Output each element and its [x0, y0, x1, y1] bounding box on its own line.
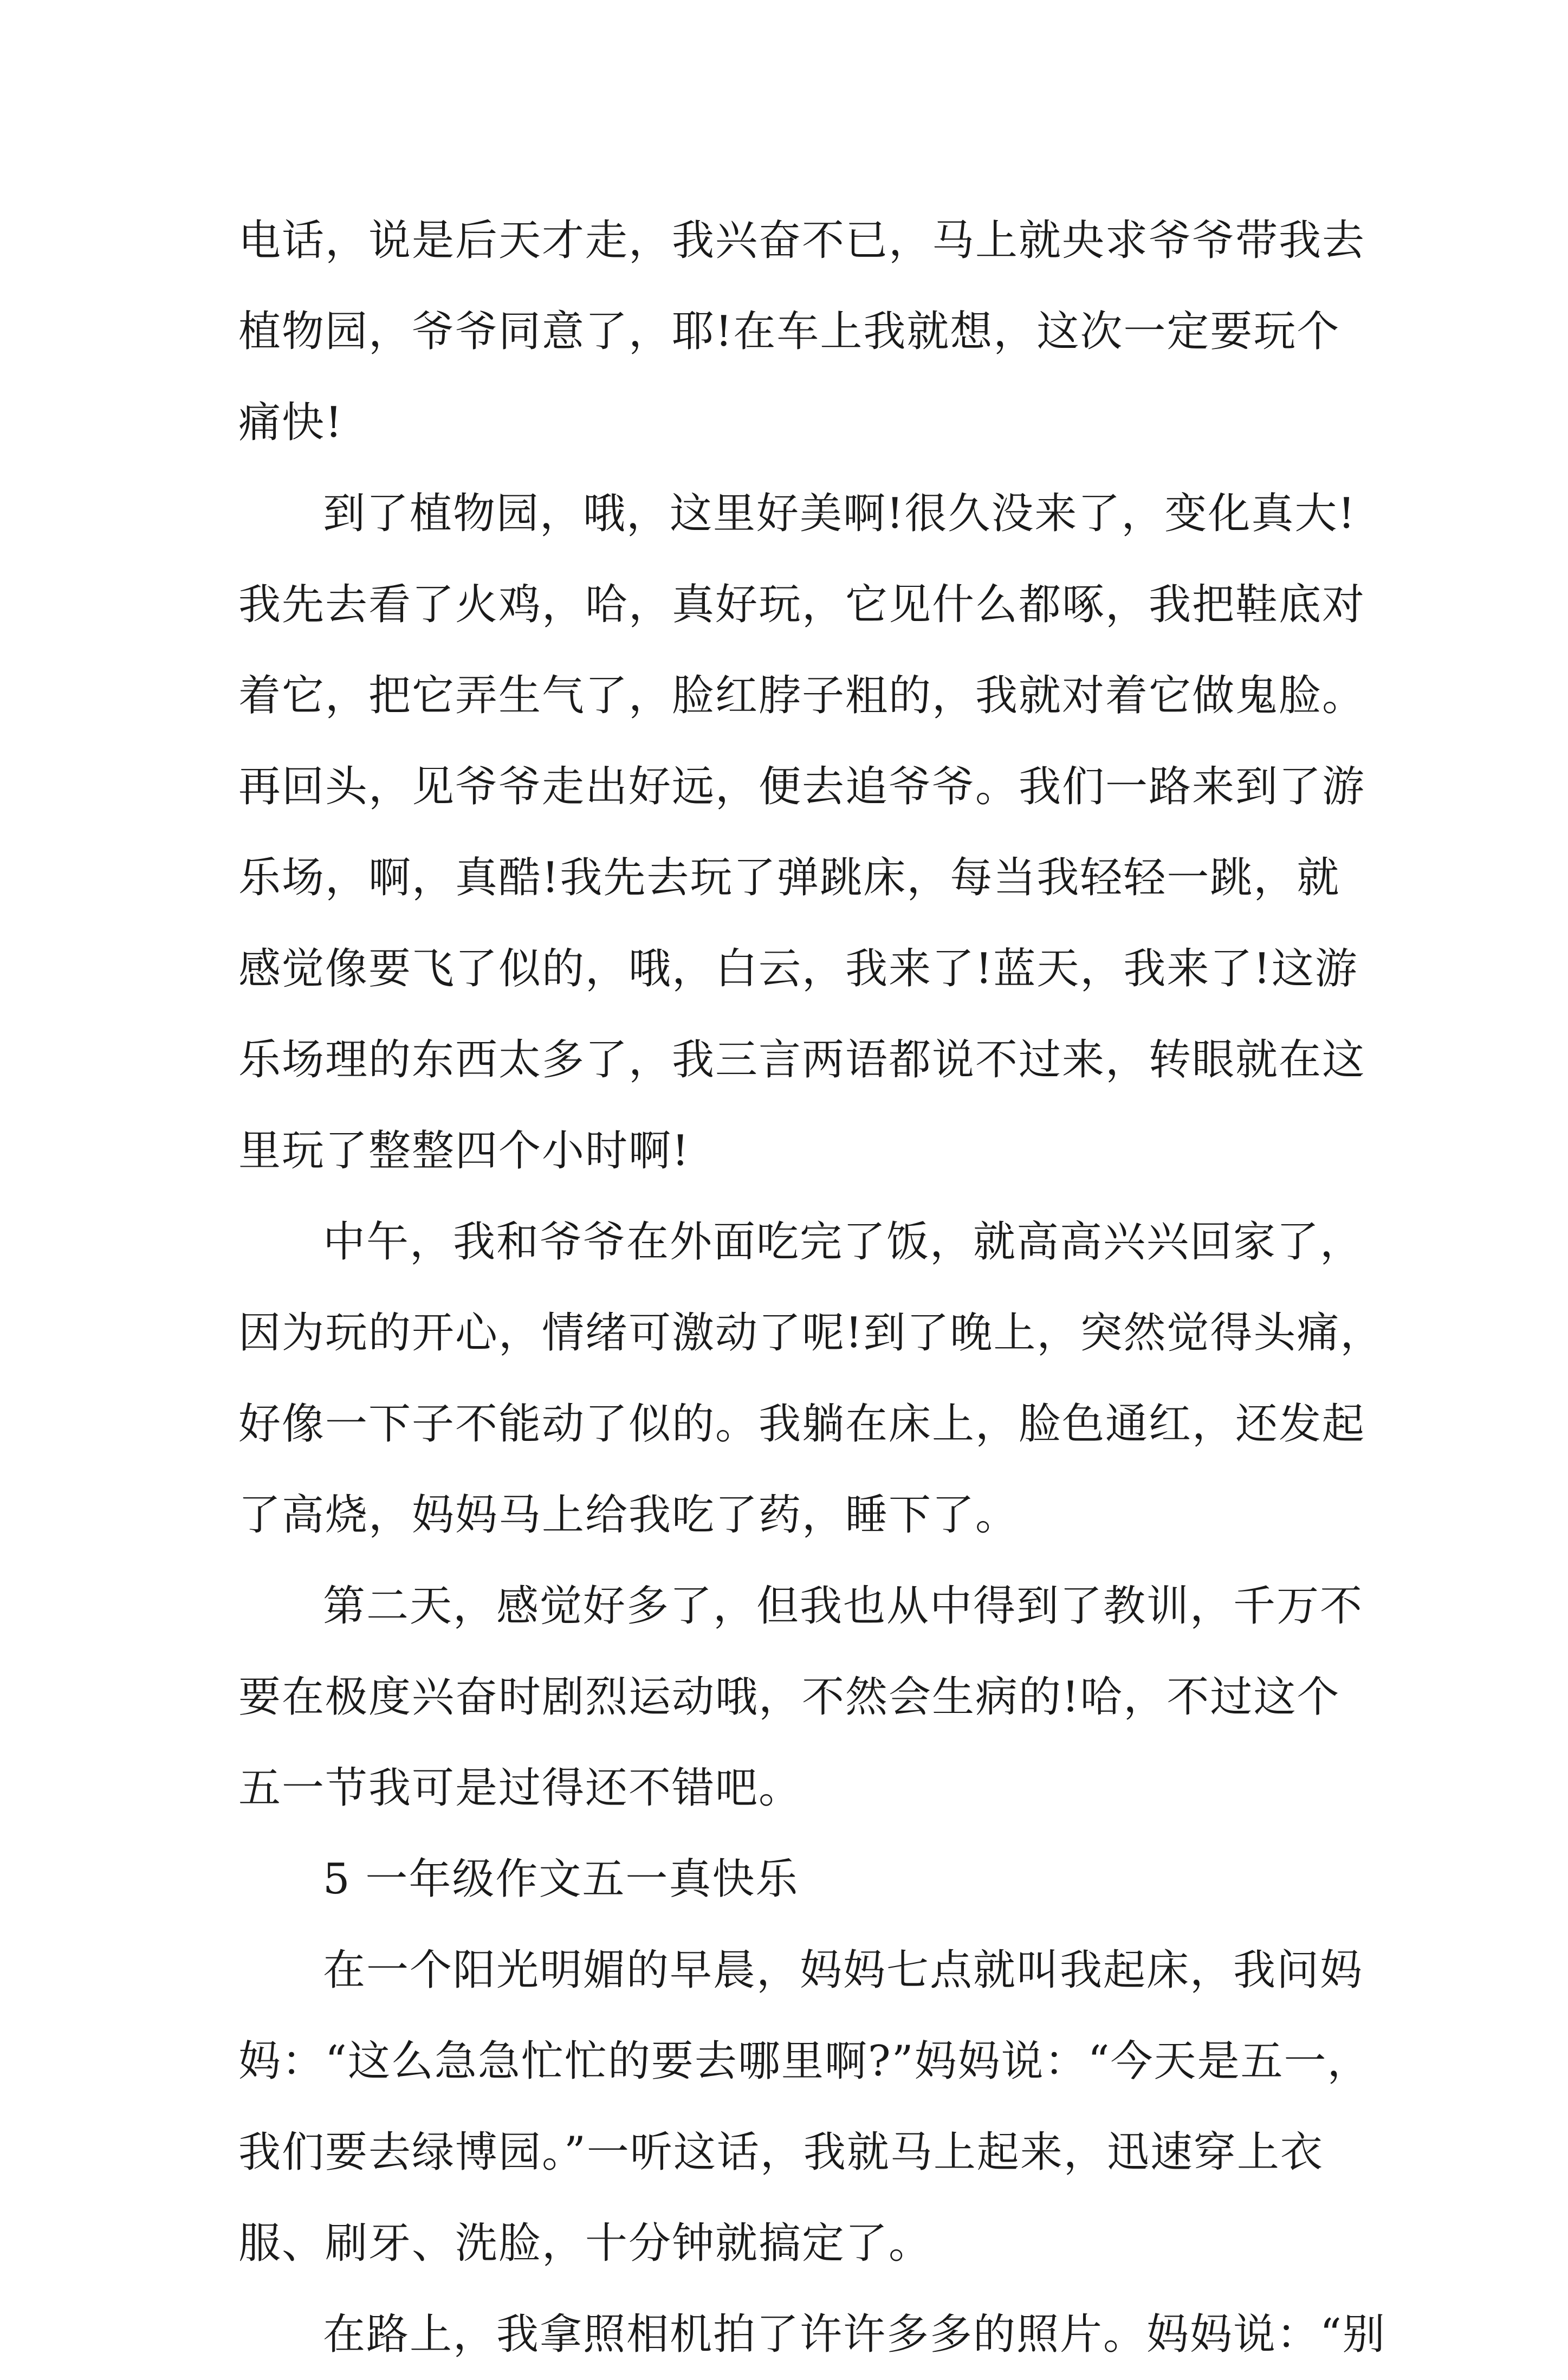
text-line: 服、刷牙、洗脸，十分钟就搞定了。	[238, 2219, 932, 2268]
text-line: 因为玩的开心，情绪可激动了呢!到了晚上，突然觉得头痛，	[238, 1309, 1384, 1357]
text-line: 我们要去绿博园。”一听这话，我就马上起来，迅速穿上衣	[238, 2128, 1324, 2177]
text-line: 感觉像要飞了似的，哦，白云，我来了!蓝天，我来了!这游	[238, 945, 1358, 993]
text-line: 妈：“这么急急忙忙的要去哪里啊?”妈妈说：“今天是五一，	[238, 2037, 1371, 2086]
text-line: 乐场理的东西太多了，我三言两语都说不过来，转眼就在这	[238, 1036, 1366, 1084]
text-line: 在路上，我拿照相机拍了许许多多的照片。妈妈说：“别	[323, 2310, 1386, 2359]
text-line: 5 一年级作文五一真快乐	[323, 1855, 799, 1904]
text-line: 电话，说是后天才走，我兴奋不已，马上就央求爷爷带我去	[238, 216, 1366, 265]
text-line: 植物园，爷爷同意了，耶!在车上我就想，这次一定要玩个	[238, 307, 1340, 356]
text-line: 要在极度兴奋时剧烈运动哦，不然会生病的!哈，不过这个	[238, 1673, 1340, 1722]
document-body	[238, 195, 1386, 2380]
text-line: 我先去看了火鸡，哈，真好玩，它见什么都啄，我把鞋底对	[238, 580, 1366, 629]
text-line: 痛快!	[238, 398, 344, 447]
text-line: 五一节我可是过得还不错吧。	[238, 1764, 802, 1813]
text-line: 第二天，感觉好多了，但我也从中得到了教训，千万不	[323, 1582, 1364, 1631]
text-line: 在一个阳光明媚的早晨，妈妈七点就叫我起床，我问妈	[323, 1946, 1364, 1995]
text-line: 再回头，见爷爷走出好远，便去追爷爷。我们一路来到了游	[238, 762, 1366, 811]
text-line: 好像一下子不能动了似的。我躺在床上，脸色通红，还发起	[238, 1400, 1366, 1448]
text-line: 了高烧，妈妈马上给我吃了药，睡下了。	[238, 1491, 1019, 1540]
text-line: 里玩了整整四个小时啊!	[238, 1127, 690, 1175]
text-line: 着它，把它弄生气了，脸红脖子粗的，我就对着它做鬼脸。	[238, 671, 1366, 720]
text-line: 到了植物园，哦，这里好美啊!很久没来了，变化真大!	[323, 489, 1356, 538]
text-line: 乐场，啊，真酷!我先去玩了弹跳床，每当我轻轻一跳，就	[238, 853, 1340, 902]
text-line: 中午，我和爷爷在外面吃完了饭，就高高兴兴回家了，	[323, 1218, 1364, 1266]
